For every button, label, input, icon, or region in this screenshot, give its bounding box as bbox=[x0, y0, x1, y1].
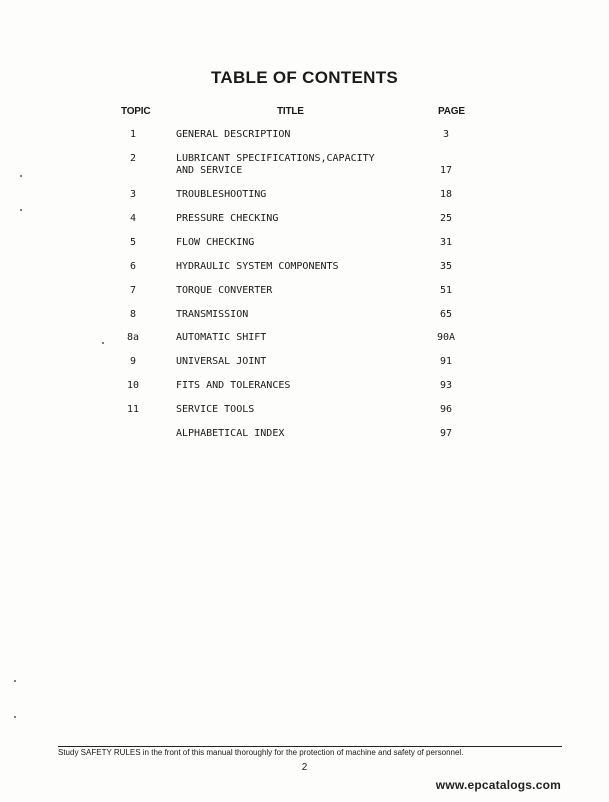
toc-topic-number: 8 bbox=[129, 309, 137, 320]
toc-title: ALPHABETICAL INDEX bbox=[176, 428, 285, 439]
toc-topic-number: 4 bbox=[129, 213, 137, 224]
toc-entry bbox=[0, 332, 609, 356]
toc-topic-number: 5 bbox=[129, 237, 137, 248]
toc-title: TROUBLESHOOTING bbox=[176, 189, 267, 200]
footer-rule bbox=[58, 746, 562, 747]
toc-title: TORQUE CONVERTER bbox=[176, 285, 273, 296]
toc-page-number: 25 bbox=[439, 213, 453, 224]
toc-topic-number: 2 bbox=[129, 153, 137, 164]
column-header-page: PAGE bbox=[438, 106, 465, 117]
toc-entry bbox=[0, 428, 609, 452]
toc-title: HYDRAULIC SYSTEM COMPONENTS bbox=[176, 261, 339, 272]
toc-entry bbox=[0, 153, 609, 177]
toc-entry bbox=[0, 261, 609, 285]
toc-entry bbox=[0, 285, 609, 309]
toc-title: LUBRICANT SPECIFICATIONS,CAPACITY AND SERVICE bbox=[176, 153, 375, 176]
toc-topic-number: 10 bbox=[126, 380, 140, 391]
toc-entry bbox=[0, 237, 609, 261]
toc-entry bbox=[0, 404, 609, 428]
watermark: www.epcatalogs.com bbox=[435, 778, 561, 792]
toc-page-number: 96 bbox=[439, 404, 453, 415]
toc-page-number: 65 bbox=[439, 309, 453, 320]
toc-title: SERVICE TOOLS bbox=[176, 404, 255, 415]
toc-page-number: 97 bbox=[439, 428, 453, 439]
page-title: TABLE OF CONTENTS bbox=[210, 68, 399, 87]
toc-page-number: 90A bbox=[436, 332, 456, 343]
scan-speck bbox=[20, 175, 22, 177]
toc-page-number: 51 bbox=[439, 285, 453, 296]
toc-page-number: 3 bbox=[442, 129, 450, 140]
toc-topic-number: 6 bbox=[129, 261, 137, 272]
toc-entry bbox=[0, 380, 609, 404]
toc-page-number: 17 bbox=[439, 165, 453, 176]
toc-title: FITS AND TOLERANCES bbox=[176, 380, 291, 391]
toc-topic-number: 11 bbox=[126, 404, 140, 415]
toc-entry bbox=[0, 213, 609, 237]
column-header-title: TITLE bbox=[277, 106, 304, 117]
toc-entry bbox=[0, 129, 609, 153]
toc-topic-number: 8a bbox=[126, 332, 140, 343]
footer-safety-note: Study SAFETY RULES in the front of this manual thoroughly for the protection of machine and safety of personnel. bbox=[58, 748, 464, 757]
toc-topic-number: 3 bbox=[129, 189, 137, 200]
toc-page-number: 93 bbox=[439, 380, 453, 391]
toc-title: AUTOMATIC SHIFT bbox=[176, 332, 267, 343]
page-number: 2 bbox=[301, 762, 308, 773]
toc-title: PRESSURE CHECKING bbox=[176, 213, 279, 224]
toc-page-number: 18 bbox=[439, 189, 453, 200]
toc-entry bbox=[0, 309, 609, 333]
toc-title: GENERAL DESCRIPTION bbox=[176, 129, 291, 140]
toc-page-number: 35 bbox=[439, 261, 453, 272]
toc-entry bbox=[0, 356, 609, 380]
toc-topic-number: 7 bbox=[129, 285, 137, 296]
toc-topic-number: 1 bbox=[129, 129, 137, 140]
column-header-topic: TOPIC bbox=[121, 106, 151, 117]
toc-title: UNIVERSAL JOINT bbox=[176, 356, 267, 367]
scan-speck bbox=[14, 716, 16, 718]
toc-page-number: 31 bbox=[439, 237, 453, 248]
toc-page-number: 91 bbox=[439, 356, 453, 367]
scan-speck bbox=[20, 209, 22, 211]
toc-topic-number: 9 bbox=[129, 356, 137, 367]
scan-speck bbox=[14, 680, 16, 682]
toc-title: TRANSMISSION bbox=[176, 309, 249, 320]
toc-title: FLOW CHECKING bbox=[176, 237, 255, 248]
scan-speck bbox=[102, 342, 104, 344]
toc-entry bbox=[0, 189, 609, 213]
